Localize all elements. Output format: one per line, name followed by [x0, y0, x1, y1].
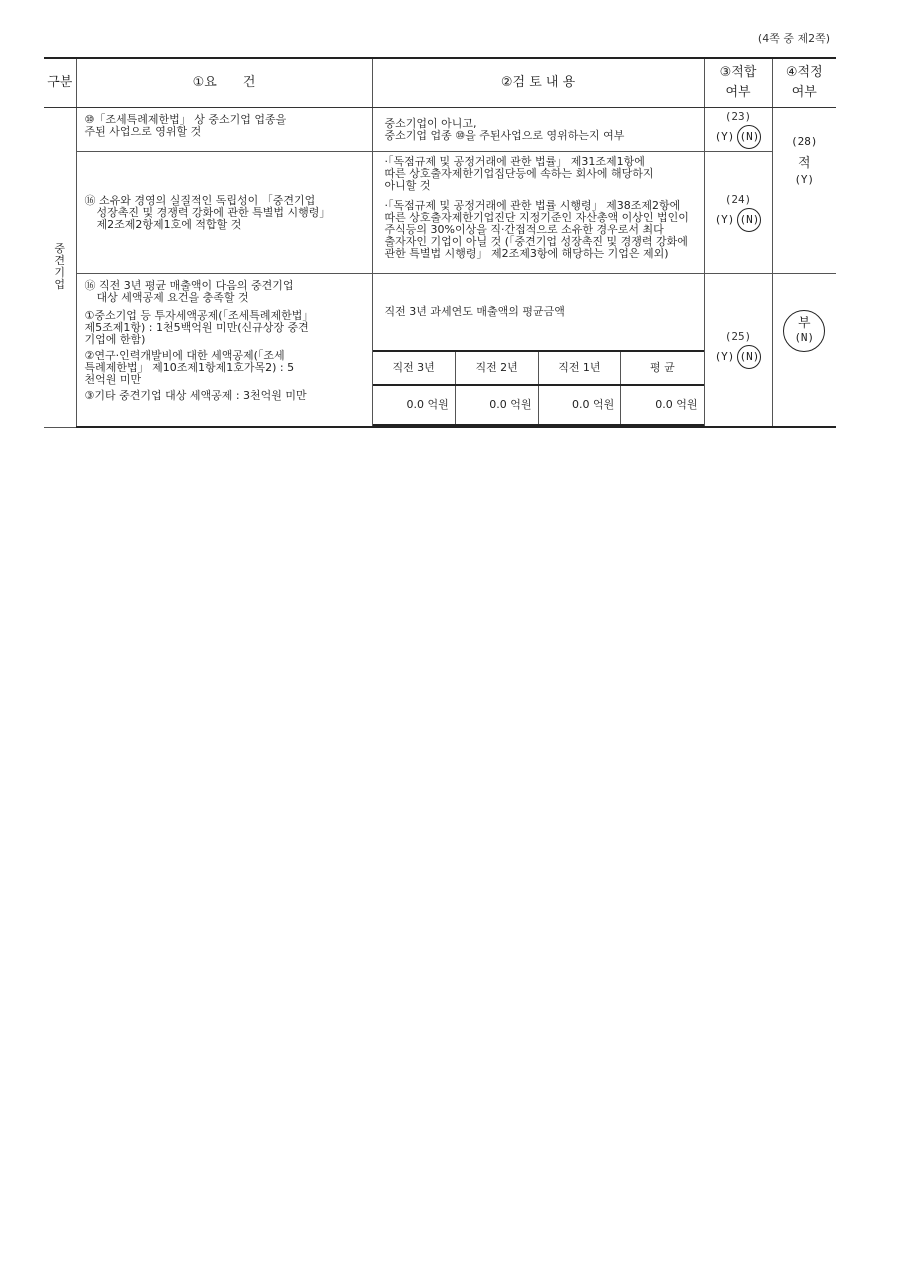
revenue-value-1y: 0.0 억원	[538, 385, 621, 425]
revenue-col-3y: 직전 3년	[373, 351, 456, 385]
requirement-industry: ⑩「조세특례제한법」 상 중소기업 업종을 주된 사업으로 영위할 것	[76, 108, 372, 152]
header-judge: ④적정 여부	[772, 58, 836, 108]
judge-top	[772, 108, 836, 274]
review-form-table	[44, 57, 836, 428]
category-label: 중 견 기 업	[44, 108, 76, 428]
fit-revenue	[704, 274, 772, 428]
row-industry	[44, 108, 836, 152]
page-number: (4쪽 중 제2쪽)	[757, 32, 830, 45]
revenue-col-2y: 직전 2년	[455, 351, 538, 385]
inappropriate-circled: 부 (N)	[783, 310, 825, 352]
judge-yes: (Y)	[794, 173, 815, 186]
revenue-header-row	[373, 351, 704, 385]
yes-option: (Y)	[714, 129, 735, 143]
revenue-average-title: 직전 3년 과세연도 매출액의 평균금액	[384, 305, 565, 318]
header-requirement: ①요 건	[76, 58, 372, 108]
no-option-circled: (N)	[737, 208, 761, 232]
requirement-revenue: ⑯ 직전 3년 평균 매출액이 다음의 중견기업 대상 세액공제 요건을 충족할 것 ①중소기업 등 투자세액공제(「조세특례제한법」 제5조제1항) : 1천5백억원 미만(신규상장 중견 기업에 한함) ②연구·인력개발비에 대한 세액공제(「조세 특례제한법」 제10조제1항제1호가목2) : 5 천억원 미만 ③기타 중견기업 대상 세액공제 : 3천억원 미만	[76, 274, 372, 428]
revenue-table	[373, 350, 704, 426]
fit-number: (25)	[724, 330, 752, 343]
header-gubun: 구분	[44, 58, 76, 108]
revenue-col-avg: 평 균	[621, 351, 704, 385]
header-row	[44, 58, 836, 108]
row-independence	[44, 152, 836, 274]
revenue-value-3y: 0.0 억원	[373, 385, 456, 425]
requirement-independence: ⑯ 소유와 경영의 실질적인 독립성이 「중견기업 성장촉진 및 경쟁력 강화에 관한 특별법 시행령」 제2조제2항제1호에 적합할 것	[76, 152, 372, 274]
fit-industry	[704, 108, 772, 152]
revenue-value-row	[373, 385, 704, 425]
no-option-circled: (N)	[737, 125, 761, 149]
header-review: ②검 토 내 용	[372, 58, 704, 108]
fit-number: (24)	[724, 192, 752, 206]
revenue-col-1y: 직전 1년	[538, 351, 621, 385]
fit-number: (23)	[724, 109, 752, 123]
revenue-value-2y: 0.0 억원	[455, 385, 538, 425]
fit-independence	[704, 152, 772, 274]
review-industry: 중소기업이 아니고, 중소기업 업종 ⑩을 주된사업으로 영위하는지 여부	[372, 108, 704, 152]
row-revenue	[44, 274, 836, 428]
revenue-value-avg: 0.0 억원	[621, 385, 704, 425]
yes-option: (Y)	[714, 212, 735, 226]
judge-bottom	[772, 274, 836, 428]
no-option-circled: (N)	[737, 345, 761, 369]
judge-word-appropriate: 적	[797, 156, 811, 171]
review-revenue	[372, 274, 704, 428]
header-fit: ③적합 여부	[704, 58, 772, 108]
review-independence: ·「독점규제 및 공정거래에 관한 법률」 제31조제1항에 따른 상호출자제한기업집단등에 속하는 회사에 해당하지 아니할 것 ·「독점규제 및 공정거래에 관한 법률 시행령」 제38조제2항에 따른 상호출자제한기업진단 지정기준인 자산총액 이상인 법인이 주식등의 30%이상을 직·간접적으로 소유한 경우로서 최다 출자자인 기업이 아닐 것 (「중견기업 성장촉진 및 경쟁력 강화에 관한 특별법 시행령」 제2조제3항에 해당하는 기업은 제외)	[372, 152, 704, 274]
yes-option: (Y)	[714, 350, 735, 363]
judge-number: (28)	[791, 135, 818, 148]
